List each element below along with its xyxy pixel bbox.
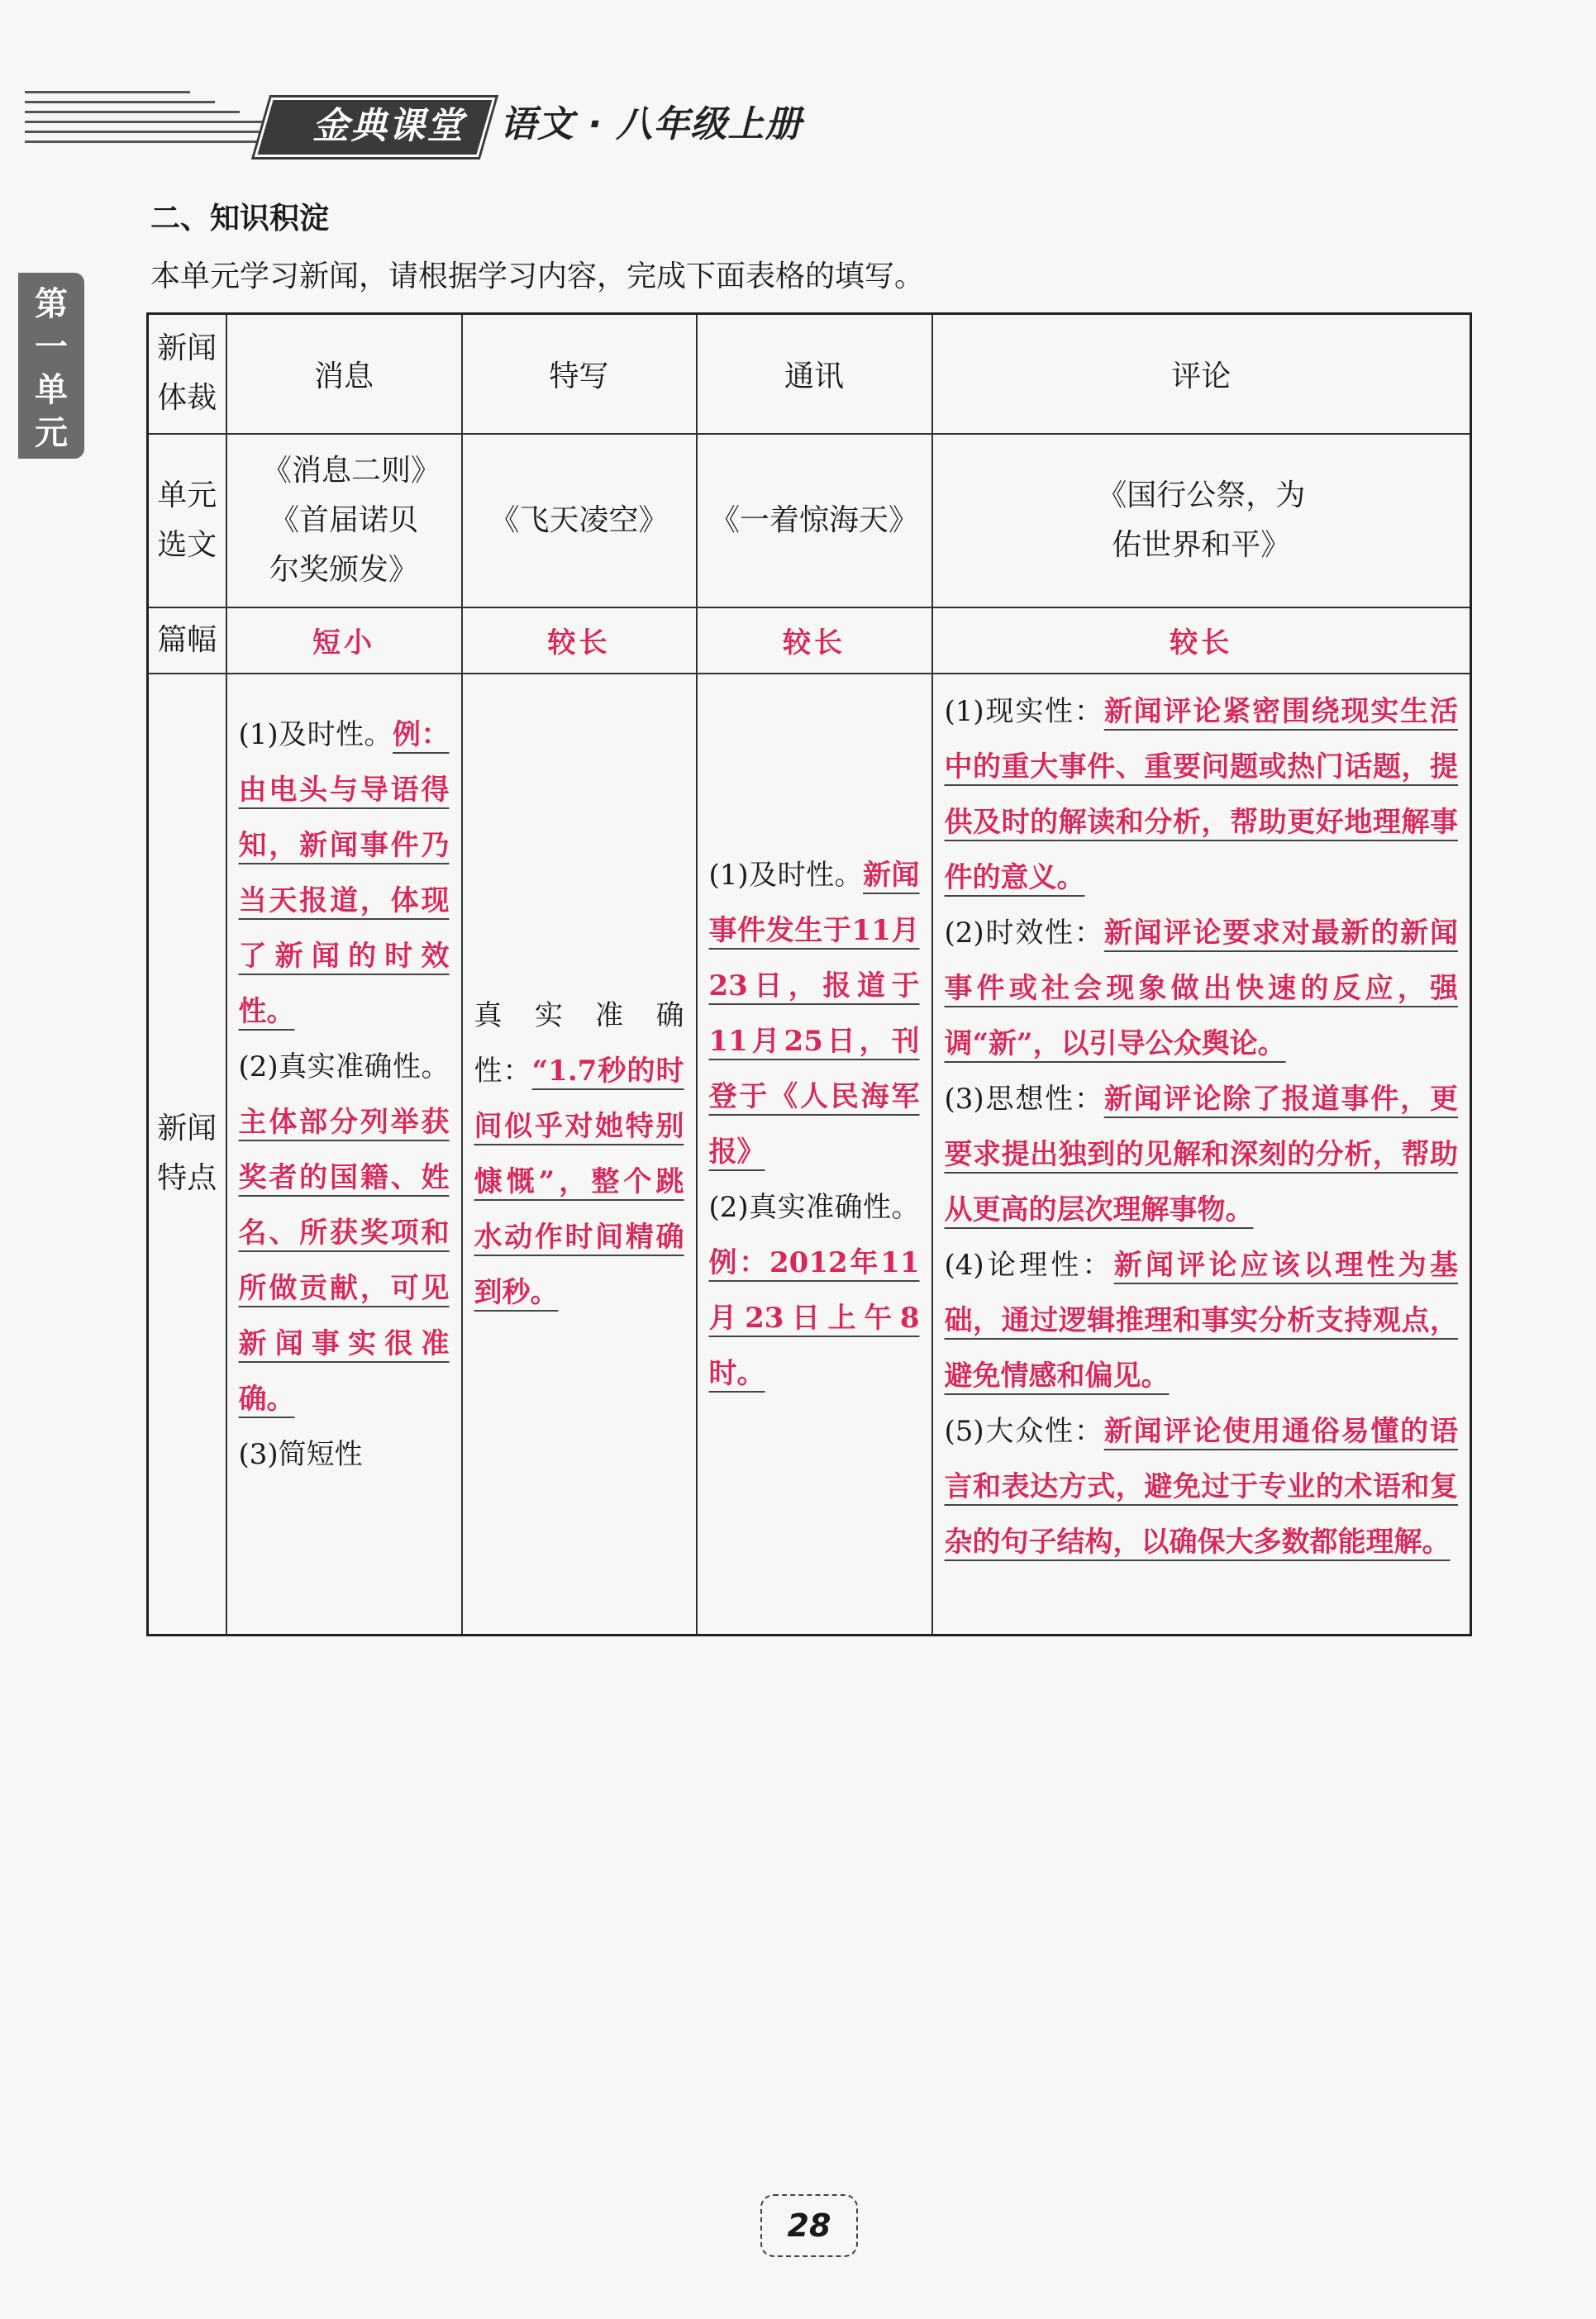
- length-answer: 较长: [697, 607, 932, 674]
- features-xiaoxi: [226, 674, 462, 1636]
- selection-cell: 《飞天凌空》: [462, 434, 697, 607]
- genre-header: 特写: [462, 314, 697, 434]
- section-intro: 本单元学习新闻，请根据学习内容，完成下面表格的填写。: [150, 260, 925, 293]
- unit-side-tab: [18, 273, 84, 459]
- side-tab-char: 单: [35, 371, 68, 409]
- feature-item: 真实准确性：“1.7秒的时间似乎对她特别慷慨”，整个跳水动作时间精确到秒。: [474, 998, 684, 1309]
- section-title: 二、知识积淀: [150, 202, 330, 236]
- feature-item: (2)时效性：新闻评论要求对最新的新闻事件或社会现象做出快速的反应，强调“新”，以引导公众舆论。: [944, 916, 1458, 1060]
- genre-header: 消息: [226, 314, 462, 434]
- feature-item: (2)真实准确性。主体部分列举获奖者的国籍、姓名、所获奖项和所做贡献，可见新闻事实很准确。: [238, 1050, 450, 1416]
- features-pinglun: [932, 674, 1471, 1636]
- side-tab-char: 一: [35, 328, 68, 366]
- length-answer: 较长: [932, 607, 1471, 674]
- table-row: [148, 434, 1471, 607]
- feature-item: (1)及时性。新闻事件发生于11月23日，报道于11月25日，刊登于《人民海军报》: [708, 858, 920, 1169]
- table-row: [148, 314, 1471, 434]
- row-label-features: 新闻特点: [148, 674, 226, 1636]
- selection-cell: 《国行公祭，为佑世界和平》: [932, 434, 1471, 607]
- news-knowledge-table: [146, 312, 1472, 1636]
- features-texie: [462, 674, 697, 1636]
- feature-item: (4)论理性：新闻评论应该以理性为基础，通过逻辑推理和事实分析支持观点，避免情感和偏见。: [944, 1248, 1458, 1393]
- features-tongxun: [697, 674, 932, 1636]
- feature-item: (3)思想性：新闻评论除了报道事件，更要求提出独到的见解和深刻的分析，帮助从更高的层次理解事物。: [944, 1082, 1458, 1226]
- feature-item: (1)及时性。例：由电头与导语得知，新闻事件乃当天报道，体现了新闻的时效性。: [238, 717, 450, 1028]
- header-badge: 金典课堂: [312, 105, 465, 147]
- header-decoration-lines: [25, 89, 281, 155]
- row-label-genre: 新闻体裁: [148, 314, 226, 434]
- genre-header: 评论: [932, 314, 1471, 434]
- side-tab-char: 元: [35, 414, 68, 452]
- length-answer: 较长: [462, 607, 697, 674]
- table-row: [148, 674, 1471, 1636]
- header-subject: 语文 · 八年级上册: [500, 103, 803, 145]
- page-number: 28: [760, 2194, 858, 2257]
- feature-item: (1)现实性：新闻评论紧密围绕现实生活中的重大事件、重要问题或热门话题，提供及时的解读和分析，帮助更好地理解事件的意义。: [944, 694, 1458, 894]
- length-answer: 短小: [226, 607, 462, 674]
- side-tab-char: 第: [35, 285, 68, 323]
- selection-cell: 《消息二则》《首届诺贝尔奖颁发》: [226, 434, 462, 607]
- feature-item: (5)大众性：新闻评论使用通俗易懂的语言和表达方式，避免过于专业的术语和复杂的句子结构，以确保大多数都能理解。: [944, 1414, 1458, 1559]
- row-label-length: 篇幅: [148, 607, 226, 674]
- row-label-selection: 单元选文: [148, 434, 226, 607]
- selection-cell: 《一着惊海天》: [697, 434, 932, 607]
- feature-item: (3)简短性: [238, 1437, 363, 1471]
- feature-item: (2)真实准确性。例：2012年11月23日上午8时。: [708, 1190, 920, 1390]
- genre-header: 通讯: [697, 314, 932, 434]
- table-row: [148, 607, 1471, 674]
